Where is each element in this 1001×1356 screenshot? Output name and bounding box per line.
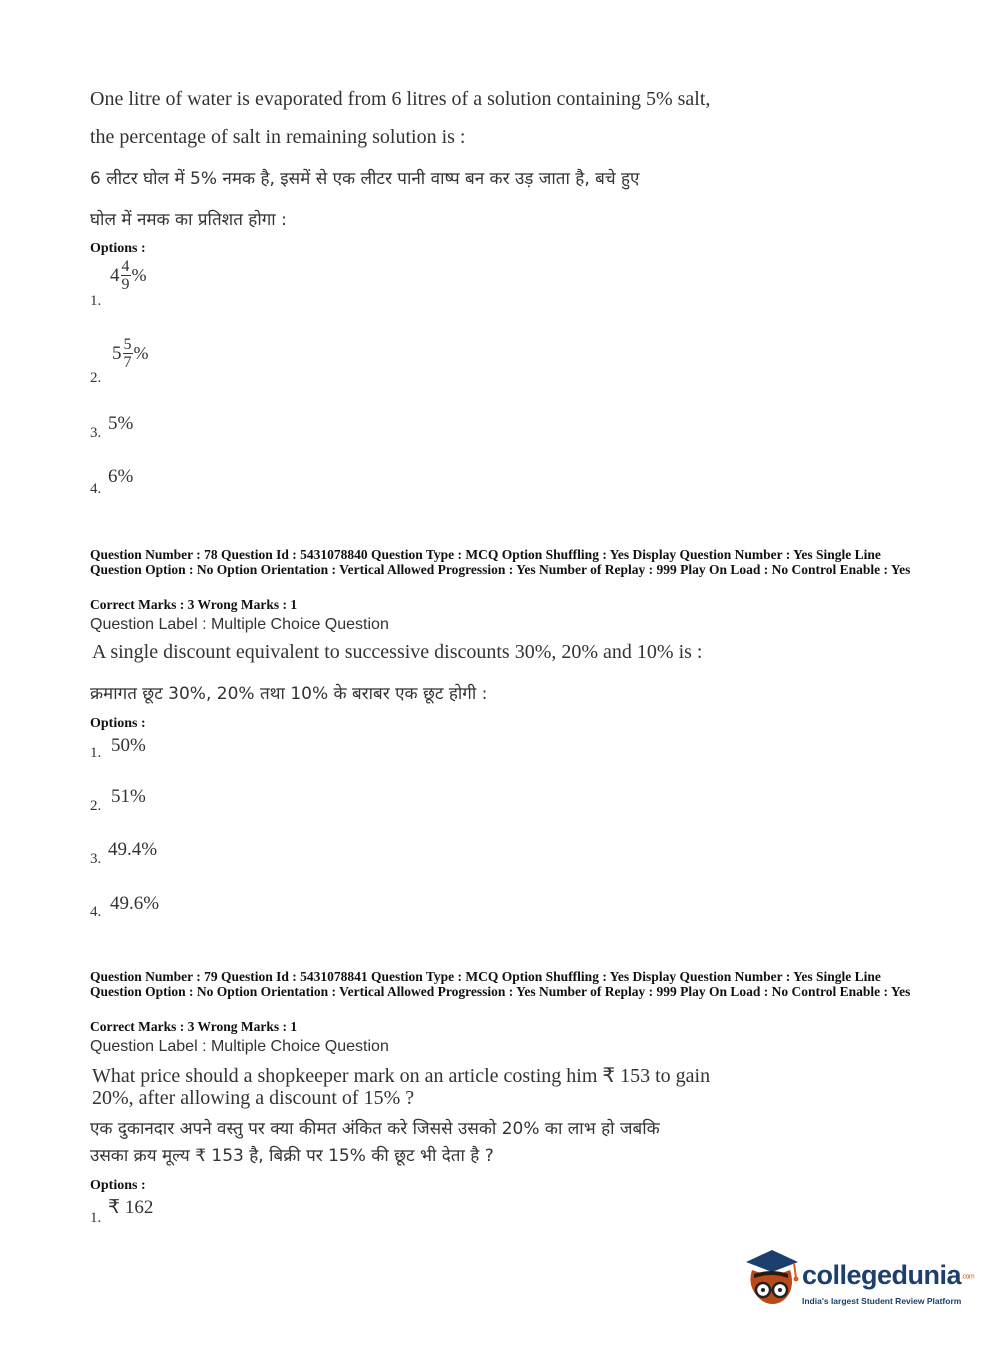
option-value[interactable]: ₹ 162 [108,1197,154,1218]
fraction-denominator: 9 [121,276,130,293]
question-text-en-line1: One litre of water is evaporated from 6 litres of a solution containing 5% salt, [90,88,711,110]
option-value[interactable]: 6% [108,466,134,487]
options-label: Options : [90,716,146,731]
option-value[interactable]: 5% [108,413,134,434]
options-label: Options : [90,1178,146,1193]
student-mascot-icon [742,1248,800,1310]
fraction-whole: 5 [112,342,122,364]
option-value-fraction[interactable] [110,258,147,293]
logo-tagline: India's largest Student Review Platform [802,1296,962,1306]
option-value-fraction[interactable] [112,336,149,371]
question-text-en-line2: the percentage of salt in remaining solution is : [90,126,466,148]
option-value[interactable]: 49.4% [108,839,158,860]
option-number: 4. [90,904,102,920]
option-number: 1. [90,293,102,309]
question-text-hi-line1: एक दुकानदार अपने वस्तु पर क्या कीमत अंकित करे जिससे उसको 20% का लाभ हो जबकि [90,1119,660,1139]
percent-sign: % [131,265,147,285]
option-number: 1. [90,1210,102,1226]
fraction [121,258,131,293]
question-marks: Correct Marks : 3 Wrong Marks : 1 [90,597,298,612]
option-number: 3. [90,425,102,441]
logo-brand-name: collegedunia [802,1260,962,1290]
option-number: 2. [90,370,102,386]
question-text-hi: क्रमागत छूट 30%, 20% तथा 10% के बराबर एक छूट होगी : [90,684,488,704]
options-label: Options : [90,241,146,256]
question-label: Question Label : Multiple Choice Question [90,616,389,633]
fraction-numerator: 4 [121,258,130,275]
option-number: 1. [90,745,102,761]
fraction-numerator: 5 [123,336,132,353]
collegedunia-logo [742,1248,975,1312]
question-text-en: A single discount equivalent to successive discounts 30%, 20% and 10% is : [92,641,703,663]
question-marks: Correct Marks : 3 Wrong Marks : 1 [90,1019,298,1034]
option-number: 3. [90,851,102,867]
fraction-denominator: 7 [123,354,132,371]
option-number: 4. [90,481,102,497]
question-text-hi-line2: उसका क्रय मूल्य ₹ 153 है, बिक्री पर 15% की छूट भी देता है ? [90,1146,494,1166]
option-value[interactable]: 50% [111,735,146,756]
question-text-en-line2: 20%, after allowing a discount of 15% ? [92,1087,415,1109]
fraction [123,336,133,371]
logo-brand [802,1260,974,1291]
logo-brand-suffix: .com [961,1273,975,1281]
option-value[interactable]: 49.6% [110,893,160,914]
question-text-hi-line1: 6 लीटर घोल में 5% नमक है, इसमें से एक लीटर पानी वाष्प बन कर उड़ जाता है, बचे हुए [90,169,640,189]
question-meta: Question Number : 78 Question Id : 5431078840 Question Type : MCQ Option Shuffling : Yes Display Question Number : Yes Single Line Question Option : No Option Orientation : Vertical Allowed Progression : Yes Number of Replay : 999 Play On Load : No Control Enable : Yes [90,547,911,577]
percent-sign: % [133,343,149,363]
option-value[interactable]: 51% [111,786,146,807]
question-text-en-line1: What price should a shopkeeper mark on an article costing him ₹ 153 to gain [92,1065,711,1087]
option-number: 2. [90,798,102,814]
question-text-hi-line2: घोल में नमक का प्रतिशत होगा : [90,210,287,230]
fraction-whole: 4 [110,264,120,286]
question-label: Question Label : Multiple Choice Question [90,1038,389,1055]
question-meta: Question Number : 79 Question Id : 5431078841 Question Type : MCQ Option Shuffling : Yes Display Question Number : Yes Single Line Question Option : No Option Orientation : Vertical Allowed Progression : Yes Number of Replay : 999 Play On Load : No Control Enable : Yes [90,969,911,999]
